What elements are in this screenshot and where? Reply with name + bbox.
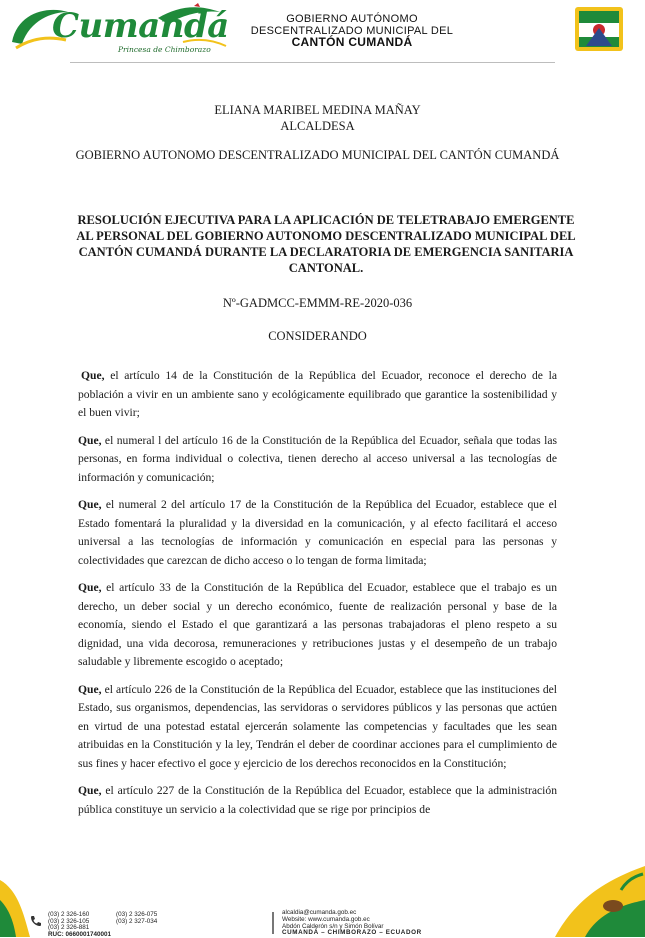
phone-number: (03) 2 327-034 xyxy=(116,917,158,925)
resolution-number: Nº-GADMCC-EMMM-RE-2020-036 xyxy=(222,296,413,310)
gov-line-3: CANTÓN CUMANDÁ xyxy=(291,35,413,49)
city-line: CUMANDÁ – CHIMBORAZO – ECUADOR xyxy=(282,929,422,937)
paragraph-lead: Que, xyxy=(78,581,102,594)
consideration-paragraph xyxy=(78,496,557,570)
consideration-paragraph xyxy=(78,782,557,819)
paragraph-text: el artículo 14 de la Constitución de la República del Ecuador, reconoce el derecho de la población a vivir en un ambiente sano y ecológicamente equilibrado que garantice la sostenibilidad y el buen vivir; xyxy=(78,369,557,419)
footer-divider xyxy=(272,912,274,934)
gov-line-1: GOBIERNO AUTÓNOMO xyxy=(286,13,418,25)
address-text: Abdón Calderón s/n y Simón Bolívar xyxy=(282,922,384,930)
institution-heading xyxy=(232,14,472,49)
considerando-heading: CONSIDERANDO xyxy=(268,329,367,343)
brand-wordmark: Cumandá xyxy=(52,6,229,46)
official-title: ALCALDESA xyxy=(280,119,355,133)
phone-number: (03) 2 326-105 xyxy=(48,917,90,925)
phone-icon xyxy=(30,915,42,927)
email-link[interactable]: alcaldia@cumanda.gob.ec xyxy=(282,909,357,916)
ruc-number: RUC: 0660001740001 xyxy=(48,930,112,938)
footer-decoration-right-icon xyxy=(535,860,645,937)
considerations-list xyxy=(78,367,557,828)
letterhead-footer xyxy=(0,860,645,937)
paragraph-lead: Que, xyxy=(78,433,102,447)
paragraph-text: el numeral 2 del artículo 17 de la Constitución de la República del Ecuador, establece que el Estado fomentará la pluralidad y la diversidad en la comunicación, y al efecto facilitará el acceso universal a las tecnologías de información y comunicación en especial para las personas y colectividades que carezcan de dicho acceso o lo tengan de forma limitada; xyxy=(78,498,557,567)
paragraph-text: el artículo 227 de la Constitución de la República del Ecuador, establece que la administración pública constituye un servicio a la colectividad que se rige por principios de xyxy=(78,784,557,816)
institution-name: GOBIERNO AUTONOMO DESCENTRALIZADO MUNICIPAL DEL CANTÓN CUMANDÁ xyxy=(75,148,560,162)
paragraph-lead: Que, xyxy=(78,682,102,696)
municipal-crest-icon xyxy=(574,6,624,52)
paragraph-lead: Que, xyxy=(78,498,102,511)
consideration-paragraph xyxy=(78,681,557,774)
official-block xyxy=(60,102,575,134)
phone-number: (03) 2 326-075 xyxy=(116,911,158,918)
brand-tagline: Princesa de Chimborazo xyxy=(118,45,211,54)
official-name: ELIANA MARIBEL MEDINA MAÑAY xyxy=(214,103,421,117)
letterhead xyxy=(0,0,645,66)
paragraph-lead: Que, xyxy=(81,369,105,382)
gov-line-2: DESCENTRALIZADO MUNICIPAL DEL xyxy=(250,24,454,37)
paragraph-text: el artículo 226 de la Constitución de la República del Ecuador, establece que las instituciones del Estado, sus organismos, dependencias, las servidoras o servidores públicos y las personas que actúen en virtud de una potestad estatal ejercerán solamente las competencias y facultades que les sean atribuidas en la Constitución y la ley, Tendrán el deber de coordinar acciones para el cumplimiento de sus fines y hacer efectivo el goce y ejercicio de los derechos reconocidos en la Constitución; xyxy=(78,682,557,770)
website-link[interactable]: Website: www.cumanda.gob.ec xyxy=(282,915,370,923)
consideration-paragraph xyxy=(78,432,557,488)
resolution-title: RESOLUCIÓN EJECUTIVA PARA LA APLICACIÓN DE TELETRABAJO EMERGENTE AL PERSONAL DEL GOBIERNO AUTONOMO DESCENTRALIZADO MUNICIPAL DEL CANTÓN CUMANDÁ DURANTE LA DECLARATORIA DE EMERGENCIA SANITARIA CANTONAL. xyxy=(76,213,576,275)
phone-number: (03) 2 326-881 xyxy=(48,924,90,932)
header-divider xyxy=(70,62,555,63)
footer-phones xyxy=(48,912,184,938)
paragraph-text: el numeral l del artículo 16 de la Constitución de la República del Ecuador, señala que todas las personas, en forma individual o colectiva, tienen derecho al acceso universal a las tecnologías de información y comunicación; xyxy=(78,433,557,484)
consideration-paragraph xyxy=(78,579,557,672)
paragraph-text: el artículo 33 de la Constitución de la República del Ecuador, establece que el trabajo es un derecho, un deber social y un derecho económico, fuente de realización personal y base de la economía, siendo el Estado el que garantizará a las personas trabajadoras el pleno respeto a su dignidad, una vida decorosa, remuneraciones y retribuciones justas y el desempeño de un trabajo saludable y libremente escogido o aceptado; xyxy=(78,581,557,668)
paragraph-lead: Que, xyxy=(78,784,102,797)
consideration-paragraph xyxy=(78,367,557,423)
footer-contact xyxy=(282,910,422,937)
phone-number: (03) 2 326-160 xyxy=(48,911,90,918)
